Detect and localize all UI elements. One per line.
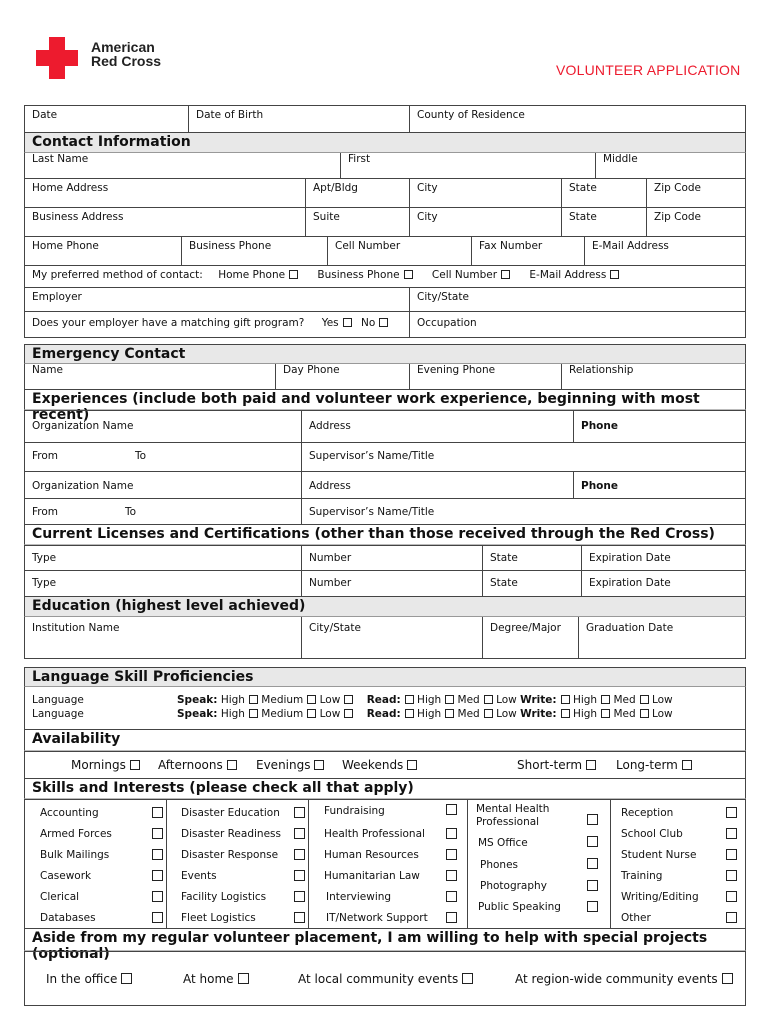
row-business-address [24,208,746,237]
exp2-supervisor-field[interactable]: Supervisor’s Name/Title [301,499,434,524]
last-name-field[interactable]: Last Name [32,153,89,165]
speak2-medium-checkbox[interactable] [307,709,316,718]
skill-public-speaking: Public Speaking [478,901,561,913]
preferred-label: My preferred method of contact: [32,269,203,281]
row-dates [24,106,746,133]
speak2-low-checkbox[interactable] [344,709,353,718]
business-phone-field[interactable]: Business Phone [181,237,271,265]
local-events-label: At local community events [298,972,459,986]
row-preferred-contact [24,266,746,288]
pref-business-label: Business Phone [317,269,400,281]
skill-reception: Reception [621,807,674,819]
skill-armed-forces: Armed Forces [40,828,112,840]
org-name: American Red Cross [91,39,162,69]
middle-name-field[interactable]: Middle [595,153,638,178]
evenings-checkbox[interactable] [314,760,324,770]
mornings-checkbox[interactable] [130,760,140,770]
write-high-checkbox[interactable] [561,695,570,704]
region-events-label: At region-wide community events [515,972,718,986]
state-field[interactable]: State [561,179,597,207]
row-license1 [24,545,746,571]
other-checkbox[interactable] [726,912,737,923]
section-contact: Contact Information [24,133,746,153]
emergency-relationship-field[interactable]: Relationship [561,364,633,389]
exp2-phone-field[interactable]: Phone [573,472,618,498]
skill-clerical: Clerical [40,891,80,903]
skill-health-professional: Health Professional [324,828,425,840]
read-med-checkbox[interactable] [445,695,454,704]
armed-forces-checkbox[interactable] [152,828,163,839]
local-events-checkbox[interactable] [462,973,473,984]
skill-events: Events [181,870,217,882]
business-city-field[interactable]: City [409,208,438,236]
at-home-checkbox[interactable] [238,973,249,984]
skill-disaster-education: Disaster Education [181,807,280,819]
education-city-state-field[interactable]: City/State [301,617,361,658]
pref-email-checkbox[interactable] [610,270,619,279]
pref-cell-label: Cell Number [431,269,498,281]
it-network-support-checkbox[interactable] [446,912,457,923]
skill-databases: Databases [40,912,96,924]
exp1-phone-field[interactable]: Phone [573,411,618,442]
events-checkbox[interactable] [294,870,305,881]
skill-bulk-mailings: Bulk Mailings [40,849,110,861]
clerical-checkbox[interactable] [152,891,163,902]
ms-office-checkbox[interactable] [587,836,598,847]
write2-high-checkbox[interactable] [561,709,570,718]
license2-expiration-field[interactable]: Expiration Date [581,571,671,596]
license2-number-field[interactable]: Number [301,571,351,596]
pref-home-checkbox[interactable] [289,270,298,279]
language2-proficiency: Speak: High Medium Low Read: High Med Low Write: High Med Low [177,708,673,720]
region-events-checkbox[interactable] [722,973,733,984]
write-med-checkbox[interactable] [601,695,610,704]
skill-phones: Phones [480,859,518,871]
exp1-org-field[interactable]: Organization Name [32,420,134,432]
red-cross-logo-icon [36,37,78,79]
row-employer [24,288,746,312]
read2-low-checkbox[interactable] [484,709,493,718]
read-low-checkbox[interactable] [484,695,493,704]
section-experiences: Experiences (include both paid and volunteer work experience, beginning with most recent) [24,390,746,410]
skill-disaster-readiness: Disaster Readiness [181,828,281,840]
degree-field[interactable]: Degree/Major [482,617,561,658]
application-form [24,105,746,1006]
section-licenses: Current Licenses and Certifications (other than those received through the Red Cross) [24,525,746,545]
document-title: VOLUNTEER APPLICATION [556,62,741,78]
yes-checkbox[interactable] [343,318,352,327]
student-nurse-checkbox[interactable] [726,849,737,860]
skill-humanitarian-law: Humanitarian Law [324,870,420,882]
disaster-readiness-checkbox[interactable] [294,828,305,839]
skill-training: Training [621,870,663,882]
skill-human-resources: Human Resources [324,849,419,861]
human-resources-checkbox[interactable] [446,849,457,860]
language1-proficiency: Speak: High Medium Low Read: High Med Low Write: High Med Low [177,694,673,706]
mental-health-checkbox[interactable] [587,814,598,825]
exp1-from-field[interactable]: From [32,450,59,462]
disaster-response-checkbox[interactable] [294,849,305,860]
business-state-field[interactable]: State [561,208,597,236]
row-education [24,617,746,659]
yes-label: Yes [321,317,339,329]
read2-med-checkbox[interactable] [445,709,454,718]
license1-type-field[interactable]: Type [32,552,57,564]
exp2-from-field[interactable]: From [32,506,59,518]
speak-low-checkbox[interactable] [344,695,353,704]
bulk-mailings-checkbox[interactable] [152,849,163,860]
skill-casework: Casework [40,870,92,882]
speak2-high-checkbox[interactable] [249,709,258,718]
suite-field[interactable]: Suite [305,208,340,236]
county-field[interactable]: County of Residence [409,106,525,132]
license2-state-field[interactable]: State [482,571,518,596]
write2-low-checkbox[interactable] [640,709,649,718]
fax-number-field[interactable]: Fax Number [471,237,542,265]
license1-state-field[interactable]: State [482,546,518,570]
no-checkbox[interactable] [379,318,388,327]
long-term-checkbox[interactable] [682,760,692,770]
date-field[interactable]: Date [32,109,58,121]
phones-checkbox[interactable] [587,858,598,869]
read-high-checkbox[interactable] [405,695,414,704]
skill-facility-logistics: Facility Logistics [181,891,267,903]
public-speaking-checkbox[interactable] [587,901,598,912]
exp2-address-field[interactable]: Address [301,472,351,498]
employer-field[interactable]: Employer [32,291,82,303]
emergency-name-field[interactable]: Name [32,364,63,376]
facility-logistics-checkbox[interactable] [294,891,305,902]
email-field[interactable]: E-Mail Address [584,237,669,265]
emergency-day-phone-field[interactable]: Day Phone [275,364,340,389]
skill-writing-editing: Writing/Editing [621,891,699,903]
section-language: Language Skill Proficiencies [24,667,746,687]
in-office-checkbox[interactable] [121,973,132,984]
exp1-to-field[interactable]: To [135,450,147,462]
cell-number-field[interactable]: Cell Number [327,237,400,265]
business-address-field[interactable]: Business Address [32,211,124,223]
pref-home-label: Home Phone [218,269,286,281]
first-name-field[interactable]: First [340,153,370,178]
apt-field[interactable]: Apt/Bldg [305,179,358,207]
speak-medium-checkbox[interactable] [307,695,316,704]
write2-med-checkbox[interactable] [601,709,610,718]
short-term-checkbox[interactable] [586,760,596,770]
row-availability [24,751,746,779]
weekends-checkbox[interactable] [407,760,417,770]
casework-checkbox[interactable] [152,870,163,881]
databases-checkbox[interactable] [152,912,163,923]
evenings-label: Evenings [256,758,311,772]
language1-label[interactable]: Language [32,694,84,706]
section-emergency: Emergency Contact [24,344,746,364]
long-term-label: Long-term [616,758,678,772]
occupation-field[interactable]: Occupation [409,312,477,337]
skills-grid [24,799,746,929]
skill-photography: Photography [480,880,547,892]
home-phone-field[interactable]: Home Phone [32,240,99,252]
language2-label[interactable]: Language [32,708,84,720]
training-checkbox[interactable] [726,870,737,881]
read2-high-checkbox[interactable] [405,709,414,718]
row-exp2-org [24,472,746,499]
mornings-label: Mornings [71,758,126,772]
business-zip-field[interactable]: Zip Code [646,208,701,236]
exp1-supervisor-field[interactable]: Supervisor’s Name/Title [301,443,434,471]
skill-fundraising: Fundraising [324,805,385,817]
row-exp1-dates [24,443,746,472]
skill-mental-health-professional: Mental Health Professional [476,803,550,828]
skill-disaster-response: Disaster Response [181,849,279,861]
section-education: Education (highest level achieved) [24,597,746,617]
no-label: No [360,317,376,329]
afternoons-checkbox[interactable] [227,760,237,770]
institution-field[interactable]: Institution Name [32,622,120,634]
skill-it-network-support: IT/Network Support [326,912,428,924]
photography-checkbox[interactable] [587,880,598,891]
weekends-label: Weekends [342,758,404,772]
skill-fleet-logistics: Fleet Logistics [181,912,256,924]
row-exp1-org [24,410,746,443]
section-availability: Availability [24,730,746,751]
row-name [24,153,746,179]
fleet-logistics-checkbox[interactable] [294,912,305,923]
skill-interviewing: Interviewing [326,891,392,903]
row-phones [24,237,746,266]
disaster-education-checkbox[interactable] [294,807,305,818]
exp2-to-field[interactable]: To [125,506,137,518]
license1-number-field[interactable]: Number [301,546,351,570]
matching-gift-question: Does your employer have a matching gift program? [32,317,305,329]
row-languages [24,687,746,730]
humanitarian-law-checkbox[interactable] [446,870,457,881]
exp2-org-field[interactable]: Organization Name [32,480,134,492]
employer-city-state-field[interactable]: City/State [409,288,469,311]
emergency-evening-phone-field[interactable]: Evening Phone [409,364,495,389]
accounting-checkbox[interactable] [152,807,163,818]
city-field[interactable]: City [409,179,438,207]
row-matching-gift [24,312,746,338]
writing-editing-checkbox[interactable] [726,891,737,902]
pref-email-label: E-Mail Address [529,269,607,281]
license2-type-field[interactable]: Type [32,577,57,589]
skill-student-nurse: Student Nurse [621,849,697,861]
home-address-field[interactable]: Home Address [32,182,109,194]
school-club-checkbox[interactable] [726,828,737,839]
health-professional-checkbox[interactable] [446,828,457,839]
license1-expiration-field[interactable]: Expiration Date [581,546,671,570]
row-special-projects [24,951,746,1006]
reception-checkbox[interactable] [726,807,737,818]
row-emergency [24,364,746,390]
row-home-address [24,179,746,208]
section-special-projects: Aside from my regular volunteer placement, I am willing to help with special projects (optional) [24,929,746,951]
at-home-label: At home [183,972,234,986]
skill-other: Other [621,912,651,924]
graduation-field[interactable]: Graduation Date [578,617,673,658]
dob-field[interactable]: Date of Birth [188,106,263,132]
skill-accounting: Accounting [40,807,99,819]
exp1-address-field[interactable]: Address [301,411,351,442]
pref-cell-checkbox[interactable] [501,270,510,279]
fundraising-checkbox[interactable] [446,804,457,815]
write-low-checkbox[interactable] [640,695,649,704]
interviewing-checkbox[interactable] [446,891,457,902]
row-license2 [24,571,746,597]
afternoons-label: Afternoons [158,758,223,772]
speak-high-checkbox[interactable] [249,695,258,704]
language-proficiency-grid [177,693,673,721]
row-exp2-dates [24,499,746,525]
section-skills: Skills and Interests (please check all that apply) [24,779,746,799]
skill-school-club: School Club [621,828,683,840]
short-term-label: Short-term [517,758,583,772]
skill-ms-office: MS Office [478,837,528,849]
in-office-label: In the office [46,972,118,986]
zip-field[interactable]: Zip Code [646,179,701,207]
pref-business-checkbox[interactable] [404,270,413,279]
